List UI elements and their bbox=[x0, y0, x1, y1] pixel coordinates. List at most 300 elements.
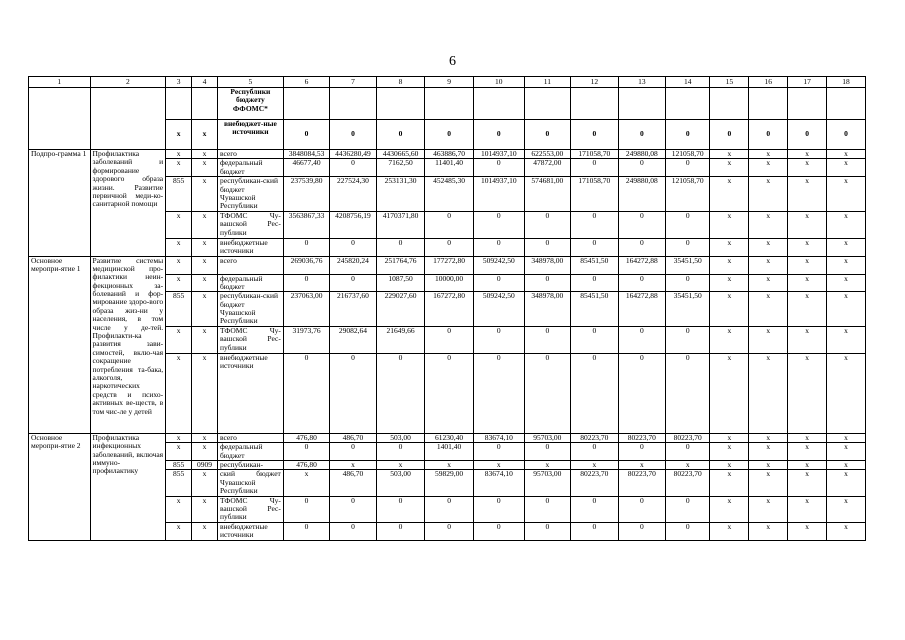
value-cell: 3563867,33 bbox=[283, 211, 329, 238]
value-cell: 249880,08 bbox=[618, 177, 666, 212]
value-cell: 0 bbox=[473, 238, 524, 256]
section-code-cell: x bbox=[192, 470, 218, 496]
value-cell: x bbox=[473, 461, 524, 470]
value-cell: x bbox=[827, 470, 866, 496]
grbs-code-cell: x bbox=[166, 274, 192, 292]
value-cell: 0 bbox=[710, 120, 749, 150]
section-description: Профилактика инфекционных заболеваний, включая иммуно-профилактику bbox=[90, 433, 166, 540]
value-cell: x bbox=[710, 292, 749, 327]
value-cell: x bbox=[749, 470, 788, 496]
col-number: 3 bbox=[166, 77, 192, 88]
value-cell: x bbox=[710, 433, 749, 442]
grbs-code-cell: x bbox=[166, 256, 192, 274]
value-cell: x bbox=[618, 461, 666, 470]
value-cell: x bbox=[788, 470, 827, 496]
value-cell: 0 bbox=[425, 326, 474, 353]
value-cell: 348978,00 bbox=[524, 256, 570, 274]
value-cell: 0 bbox=[571, 522, 619, 540]
value-cell: 0 bbox=[618, 274, 666, 292]
value-cell: 509242,50 bbox=[473, 256, 524, 274]
source-cell: Республики бюджету ФФОМС* bbox=[217, 88, 283, 120]
value-cell: x bbox=[330, 461, 376, 470]
section-code-cell: x bbox=[192, 274, 218, 292]
value-cell: x bbox=[749, 211, 788, 238]
value-cell: 0 bbox=[283, 496, 329, 522]
section-code-cell: x bbox=[192, 177, 218, 212]
value-cell: 177272,80 bbox=[425, 256, 474, 274]
value-cell: 83674,10 bbox=[473, 470, 524, 496]
value-cell: 95703,00 bbox=[524, 433, 570, 442]
value-cell: x bbox=[788, 326, 827, 353]
value-cell: 0 bbox=[571, 496, 619, 522]
value-cell: 121058,70 bbox=[666, 177, 710, 212]
value-cell: 7162,50 bbox=[376, 159, 425, 177]
value-cell: 237063,00 bbox=[283, 292, 329, 327]
value-cell: 476,80 bbox=[283, 433, 329, 442]
value-cell: 0 bbox=[330, 443, 376, 461]
value-cell: x bbox=[524, 461, 570, 470]
value-cell: 0 bbox=[425, 120, 474, 150]
col-number: 15 bbox=[710, 77, 749, 88]
value-cell: x bbox=[827, 292, 866, 327]
value-cell: 80223,70 bbox=[571, 433, 619, 442]
value-cell: x bbox=[749, 159, 788, 177]
grbs-code-cell: x bbox=[166, 522, 192, 540]
funding-source-cell: всего bbox=[217, 150, 283, 159]
value-cell: x bbox=[827, 461, 866, 470]
value-cell: 622553,00 bbox=[524, 150, 570, 159]
value-cell: 29082,64 bbox=[330, 326, 376, 353]
funding-source-cell: внебюджетные источники bbox=[217, 522, 283, 540]
value-cell: 0 bbox=[524, 496, 570, 522]
value-cell: 251764,76 bbox=[376, 256, 425, 274]
value-cell: 0 bbox=[473, 496, 524, 522]
value-cell: 0 bbox=[788, 120, 827, 150]
value-cell: 0 bbox=[376, 120, 425, 150]
code-cell: x bbox=[166, 120, 192, 150]
value-cell: x bbox=[376, 461, 425, 470]
grbs-code-cell: x bbox=[166, 211, 192, 238]
value-cell: 4436280,49 bbox=[330, 150, 376, 159]
value-cell: 0 bbox=[571, 238, 619, 256]
value-cell: x bbox=[749, 177, 788, 212]
section-code-cell: x bbox=[192, 496, 218, 522]
col-number: 18 bbox=[827, 77, 866, 88]
value-cell: x bbox=[788, 177, 827, 212]
value-cell: 0 bbox=[666, 274, 710, 292]
value-cell: x bbox=[749, 150, 788, 159]
value-cell: x bbox=[749, 326, 788, 353]
value-cell: 10000,00 bbox=[425, 274, 474, 292]
value-cell: 0 bbox=[376, 353, 425, 433]
value-cell: x bbox=[788, 150, 827, 159]
section-code-cell: x bbox=[192, 522, 218, 540]
value-cell: x bbox=[788, 292, 827, 327]
value-cell: 80223,70 bbox=[571, 470, 619, 496]
value-cell: x bbox=[710, 461, 749, 470]
value-cell: x bbox=[710, 159, 749, 177]
grbs-code-cell: 855 bbox=[166, 177, 192, 212]
section-code-cell: x bbox=[192, 211, 218, 238]
funding-source-cell: внебюджетные источники bbox=[217, 238, 283, 256]
col-number: 7 bbox=[330, 77, 376, 88]
value-cell: 1014937,10 bbox=[473, 177, 524, 212]
value-cell: 0 bbox=[425, 238, 474, 256]
value-cell: 3848084,53 bbox=[283, 150, 329, 159]
section-label: Основное меропри-ятие 2 bbox=[29, 433, 91, 540]
value-cell: x bbox=[710, 522, 749, 540]
value-cell: x bbox=[749, 496, 788, 522]
value-cell: 0 bbox=[666, 353, 710, 433]
value-cell: 4170371,80 bbox=[376, 211, 425, 238]
value-cell: 80223,70 bbox=[618, 433, 666, 442]
value-cell: 0 bbox=[618, 159, 666, 177]
value-cell: 0 bbox=[330, 353, 376, 433]
value-cell: 0 bbox=[524, 274, 570, 292]
section-code-cell: x bbox=[192, 292, 218, 327]
value-cell: 0 bbox=[376, 496, 425, 522]
value-cell: 0 bbox=[666, 443, 710, 461]
value-cell: 0 bbox=[571, 326, 619, 353]
value-cell: 0 bbox=[283, 120, 329, 150]
value-cell: 0 bbox=[376, 522, 425, 540]
value-cell: 80223,70 bbox=[666, 433, 710, 442]
col-number: 2 bbox=[90, 77, 166, 88]
value-cell: 0 bbox=[524, 443, 570, 461]
value-cell: x bbox=[283, 470, 329, 496]
value-cell: 0 bbox=[618, 496, 666, 522]
page-number: 6 bbox=[449, 54, 456, 69]
value-cell: 0 bbox=[618, 443, 666, 461]
value-cell: x bbox=[749, 292, 788, 327]
value-cell: 0 bbox=[473, 120, 524, 150]
col-number: 9 bbox=[425, 77, 474, 88]
value-cell: 245820,24 bbox=[330, 256, 376, 274]
value-cell: 0 bbox=[283, 522, 329, 540]
value-cell: x bbox=[788, 274, 827, 292]
funding-source-cell: ТФОМС Чу-вашской Рес-публики bbox=[217, 326, 283, 353]
value-cell: 0 bbox=[666, 211, 710, 238]
value-cell: x bbox=[749, 238, 788, 256]
value-cell: x bbox=[827, 353, 866, 433]
value-cell: 0 bbox=[524, 353, 570, 433]
section-code-cell: 0909 bbox=[192, 461, 218, 470]
value-cell: x bbox=[710, 326, 749, 353]
value-cell: x bbox=[788, 461, 827, 470]
value-cell: 1014937,10 bbox=[473, 150, 524, 159]
section-code-cell: x bbox=[192, 326, 218, 353]
table-body bbox=[29, 88, 866, 541]
value-cell: 0 bbox=[473, 443, 524, 461]
value-cell: 0 bbox=[283, 238, 329, 256]
value-cell: x bbox=[788, 256, 827, 274]
funding-source-cell: республикан- bbox=[217, 461, 283, 470]
col-number: 5 bbox=[217, 77, 283, 88]
value-cell: 164272,88 bbox=[618, 292, 666, 327]
value-cell: 0 bbox=[571, 353, 619, 433]
value-cell: 0 bbox=[425, 496, 474, 522]
value-cell: 229027,60 bbox=[376, 292, 425, 327]
table-row bbox=[29, 256, 866, 274]
value-cell: 80223,70 bbox=[666, 470, 710, 496]
value-cell: x bbox=[827, 159, 866, 177]
grbs-code-cell: x bbox=[166, 326, 192, 353]
value-cell: 0 bbox=[425, 353, 474, 433]
code-cell: x bbox=[192, 120, 218, 150]
value-cell: 121058,70 bbox=[666, 150, 710, 159]
section-code-cell: x bbox=[192, 159, 218, 177]
value-cell: 59829,00 bbox=[425, 470, 474, 496]
value-cell: 0 bbox=[473, 353, 524, 433]
value-cell: 0 bbox=[666, 120, 710, 150]
value-cell: 452485,30 bbox=[425, 177, 474, 212]
value-cell: x bbox=[749, 256, 788, 274]
col-number: 13 bbox=[618, 77, 666, 88]
value-cell: 503,00 bbox=[376, 433, 425, 442]
value-cell: 348978,00 bbox=[524, 292, 570, 327]
grbs-code-cell: 855 bbox=[166, 470, 192, 496]
funding-source-cell: ТФОМС Чу-вашской Рес-публики bbox=[217, 211, 283, 238]
funding-source-cell: всего bbox=[217, 256, 283, 274]
col-number: 17 bbox=[788, 77, 827, 88]
value-cell: x bbox=[827, 238, 866, 256]
col-number: 10 bbox=[473, 77, 524, 88]
source-cell: внебюджет-ные источники bbox=[217, 120, 283, 150]
value-cell: x bbox=[710, 274, 749, 292]
table-row bbox=[29, 433, 866, 442]
value-cell: x bbox=[749, 353, 788, 433]
value-cell: 0 bbox=[749, 120, 788, 150]
col-number: 6 bbox=[283, 77, 329, 88]
value-cell: 80223,70 bbox=[618, 470, 666, 496]
value-cell: 269036,76 bbox=[283, 256, 329, 274]
value-cell: x bbox=[788, 522, 827, 540]
value-cell: x bbox=[710, 443, 749, 461]
column-number-row bbox=[29, 77, 866, 88]
value-cell: 46677,40 bbox=[283, 159, 329, 177]
value-cell: 0 bbox=[330, 496, 376, 522]
value-cell: 0 bbox=[425, 211, 474, 238]
value-cell: 0 bbox=[618, 120, 666, 150]
value-cell: x bbox=[710, 238, 749, 256]
description-cell bbox=[90, 88, 166, 150]
value-cell: 0 bbox=[618, 238, 666, 256]
value-cell: 463886,70 bbox=[425, 150, 474, 159]
value-cell: x bbox=[827, 522, 866, 540]
value-cell: x bbox=[788, 496, 827, 522]
value-cell: 21649,66 bbox=[376, 326, 425, 353]
value-cell: 0 bbox=[618, 522, 666, 540]
value-cell: 476,80 bbox=[283, 461, 329, 470]
value-cell: 486,70 bbox=[330, 433, 376, 442]
value-cell: 0 bbox=[330, 159, 376, 177]
value-cell: 227524,30 bbox=[330, 177, 376, 212]
value-cell: 0 bbox=[376, 238, 425, 256]
grbs-code-cell: 855 bbox=[166, 461, 192, 470]
section-code-cell: x bbox=[192, 150, 218, 159]
value-cell: x bbox=[710, 470, 749, 496]
value-cell: 0 bbox=[524, 238, 570, 256]
funding-source-cell: внебюджетные источники bbox=[217, 353, 283, 433]
value-cell: 0 bbox=[666, 326, 710, 353]
value-cell: x bbox=[710, 496, 749, 522]
value-cell: 0 bbox=[524, 120, 570, 150]
col-number: 1 bbox=[29, 77, 91, 88]
value-cell: 0 bbox=[376, 443, 425, 461]
value-cell: 0 bbox=[473, 274, 524, 292]
value-cell: 0 bbox=[524, 522, 570, 540]
value-cell: 35451,50 bbox=[666, 292, 710, 327]
grbs-code-cell: x bbox=[166, 150, 192, 159]
grbs-code-cell: x bbox=[166, 433, 192, 442]
value-cell: 0 bbox=[666, 159, 710, 177]
value-cell: 0 bbox=[666, 496, 710, 522]
value-cell: x bbox=[827, 256, 866, 274]
value-cell: x bbox=[827, 274, 866, 292]
grbs-code-cell: x bbox=[166, 496, 192, 522]
value-cell: 0 bbox=[473, 159, 524, 177]
value-cell: 171058,70 bbox=[571, 150, 619, 159]
value-cell: 0 bbox=[330, 522, 376, 540]
value-cell: x bbox=[827, 443, 866, 461]
value-cell: x bbox=[827, 211, 866, 238]
value-cell: 509242,50 bbox=[473, 292, 524, 327]
value-cell: 0 bbox=[618, 326, 666, 353]
value-cell: 0 bbox=[524, 211, 570, 238]
grbs-code-cell: 855 bbox=[166, 292, 192, 327]
value-cell: 0 bbox=[330, 274, 376, 292]
value-cell: 574681,00 bbox=[524, 177, 570, 212]
value-cell: 0 bbox=[571, 120, 619, 150]
value-cell: 216737,60 bbox=[330, 292, 376, 327]
col-number: 12 bbox=[571, 77, 619, 88]
value-cell: 0 bbox=[571, 211, 619, 238]
budget-table bbox=[28, 76, 866, 541]
value-cell: 0 bbox=[618, 211, 666, 238]
funding-source-cell: федеральный бюджет bbox=[217, 274, 283, 292]
value-cell: 237539,80 bbox=[283, 177, 329, 212]
label-cell bbox=[29, 88, 91, 150]
value-cell: 486,70 bbox=[330, 470, 376, 496]
value-cell: x bbox=[788, 353, 827, 433]
section-description: Профилактика заболеваний и формирование здорового образа жизни. Развитие первичной меди-ко-санитарной помощи bbox=[90, 150, 166, 257]
value-cell: 171058,70 bbox=[571, 177, 619, 212]
col-number: 14 bbox=[666, 77, 710, 88]
value-cell: 0 bbox=[330, 238, 376, 256]
value-cell: 85451,50 bbox=[571, 292, 619, 327]
value-cell: 0 bbox=[666, 522, 710, 540]
value-cell: x bbox=[788, 443, 827, 461]
value-cell: 1087,50 bbox=[376, 274, 425, 292]
value-cell: 0 bbox=[571, 443, 619, 461]
value-cell: x bbox=[710, 211, 749, 238]
col-number: 4 bbox=[192, 77, 218, 88]
value-cell: 4430665,60 bbox=[376, 150, 425, 159]
value-cell: 0 bbox=[524, 326, 570, 353]
grbs-code-cell: x bbox=[166, 238, 192, 256]
funding-source-cell: ский бюджет Чувашской Республики bbox=[217, 470, 283, 496]
section-label: Подпро-грамма 1 bbox=[29, 150, 91, 257]
value-cell: 0 bbox=[473, 326, 524, 353]
value-cell: x bbox=[827, 150, 866, 159]
grbs-code-cell: x bbox=[166, 443, 192, 461]
section-code-cell: x bbox=[192, 443, 218, 461]
value-cell: 0 bbox=[330, 120, 376, 150]
value-cell: x bbox=[749, 443, 788, 461]
value-cell: 0 bbox=[571, 274, 619, 292]
value-cell: 95703,00 bbox=[524, 470, 570, 496]
value-cell: 83674,10 bbox=[473, 433, 524, 442]
value-cell: x bbox=[788, 238, 827, 256]
value-cell: x bbox=[710, 353, 749, 433]
section-code-cell: x bbox=[192, 238, 218, 256]
funding-source-cell: республикан-ский бюджет Чувашской Республики bbox=[217, 177, 283, 212]
code-cell bbox=[166, 88, 192, 120]
value-cell: 31973,76 bbox=[283, 326, 329, 353]
value-cell: 0 bbox=[618, 353, 666, 433]
grbs-code-cell: x bbox=[166, 159, 192, 177]
section-code-cell: x bbox=[192, 433, 218, 442]
value-cell: 167272,80 bbox=[425, 292, 474, 327]
funding-source-cell: ТФОМС Чу-вашской Рес-публики bbox=[217, 496, 283, 522]
value-cell: x bbox=[666, 461, 710, 470]
value-cell: 0 bbox=[473, 522, 524, 540]
value-cell: x bbox=[788, 211, 827, 238]
value-cell: 0 bbox=[571, 159, 619, 177]
value-cell: 4208756,19 bbox=[330, 211, 376, 238]
value-cell: x bbox=[749, 274, 788, 292]
section-code-cell: x bbox=[192, 353, 218, 433]
value-cell: 1401,40 bbox=[425, 443, 474, 461]
value-cell: 0 bbox=[666, 238, 710, 256]
value-cell: 11401,40 bbox=[425, 159, 474, 177]
table-row bbox=[29, 88, 866, 120]
col-number: 16 bbox=[749, 77, 788, 88]
value-cell: x bbox=[425, 461, 474, 470]
value-cell: 47872,00 bbox=[524, 159, 570, 177]
value-cell: x bbox=[749, 522, 788, 540]
value-cell: x bbox=[710, 150, 749, 159]
value-cell: x bbox=[788, 433, 827, 442]
value-cell: 0 bbox=[283, 274, 329, 292]
value-cell: x bbox=[710, 177, 749, 212]
value-cell: 249880,08 bbox=[618, 150, 666, 159]
value-cell: 0 bbox=[425, 522, 474, 540]
value-cell: 164272,88 bbox=[618, 256, 666, 274]
section-label: Основное меропри-ятие 1 bbox=[29, 256, 91, 433]
section-description: Развитие системы медицинской про-филактики неин-фекционных за-болеваний и фор-мирование здоро-вого образа жиз-ни у населения, в том числе у де-тей. Профилакти-ка развития зави-симостей, вклю-чая сокращение потребления та-бака, алкоголя, наркотических средств и психо-активных ве-ществ, в том чис-ле у детей bbox=[90, 256, 166, 433]
value-cell: 0 bbox=[283, 353, 329, 433]
col-number: 11 bbox=[524, 77, 570, 88]
value-cell: x bbox=[749, 461, 788, 470]
value-cell: x bbox=[571, 461, 619, 470]
code-cell bbox=[192, 88, 218, 120]
funding-source-cell: республикан-ский бюджет Чувашской Республики bbox=[217, 292, 283, 327]
value-cell: x bbox=[827, 496, 866, 522]
value-cell: x bbox=[827, 433, 866, 442]
table-row bbox=[29, 150, 866, 159]
funding-source-cell: федеральный бюджет bbox=[217, 159, 283, 177]
value-cell: x bbox=[749, 433, 788, 442]
value-cell: x bbox=[827, 177, 866, 212]
value-cell: 0 bbox=[283, 443, 329, 461]
value-cell: 35451,50 bbox=[666, 256, 710, 274]
value-cell: 0 bbox=[473, 211, 524, 238]
grbs-code-cell: x bbox=[166, 353, 192, 433]
funding-source-cell: всего bbox=[217, 433, 283, 442]
value-cell: x bbox=[827, 326, 866, 353]
funding-source-cell: федеральный бюджет bbox=[217, 443, 283, 461]
